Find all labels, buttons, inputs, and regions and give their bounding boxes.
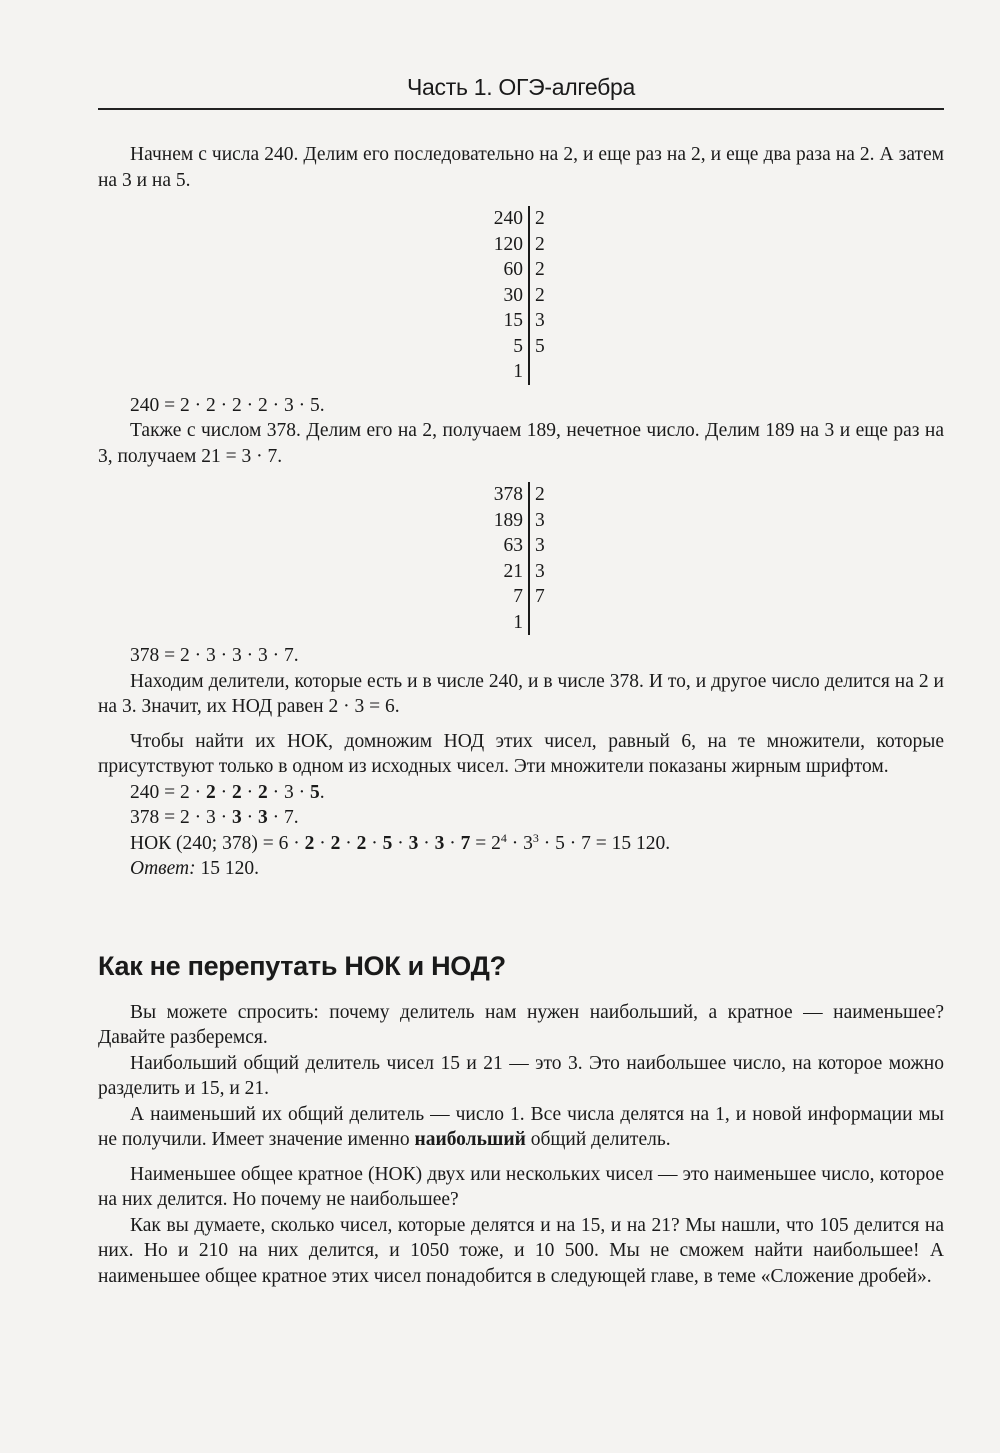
- fact-378-right: 3: [535, 560, 545, 582]
- eq-bold-factor: 3: [408, 832, 419, 854]
- fact-240-right: 2: [535, 208, 545, 229]
- paragraph-intro-240: Начнем с числа 240. Делим его последовательно на 2, и еще раз на 2, и еще два раза на 2. А затем на 3 и на 5.: [98, 144, 944, 191]
- paragraph-question: Вы можете спросить: почему делитель нам нужен наибольший, а кратное — наименьшее? Давайте разберемся.: [98, 1001, 944, 1048]
- factorization-378: [98, 482, 944, 635]
- eq-text: · 7.: [267, 807, 299, 828]
- eq-sep: ·: [314, 832, 331, 854]
- eq-bold-factor: 2: [258, 781, 268, 803]
- fact-240-left: 5: [487, 334, 529, 360]
- eq-bold-factor: 3: [434, 832, 445, 854]
- fact-240-right: 5: [535, 335, 545, 357]
- eq-text: 378 = 2 · 3 ·: [130, 807, 232, 828]
- eq-bold-factor: 2: [232, 781, 242, 803]
- paragraph-lcm-definition: Наименьшее общее кратное (НОК) двух или нескольких чисел — это наименьшее число, которое на них делится. Но почему не наибольшее?: [98, 1163, 944, 1210]
- paragraph-lcm-example: Как вы думаете, сколько чисел, которые делятся и на 15, и на 21? Мы нашли, что 105 делится на них. Но и 210 на них делится, и 1050 тоже, и 10 500. Мы не сможем найти наибольшее! А наименьшее общее кратное этих чисел понадобится в следующей главе, в теме «Сложение дробей».: [98, 1214, 944, 1287]
- eq-bold-factor: 2: [206, 781, 216, 803]
- fact-240-right: 2: [535, 233, 545, 255]
- eq-bold-factor: 5: [310, 781, 320, 803]
- equation-lcm: [98, 831, 944, 857]
- fact-378-left: 1: [487, 610, 529, 636]
- eq-text: НОК (240; 378) = 6 ·: [130, 832, 305, 854]
- fact-240-left: 15: [487, 308, 529, 334]
- fact-240-right: 2: [535, 259, 545, 280]
- eq-bold-factor: 5: [382, 832, 393, 854]
- eq-text: = 2: [470, 832, 501, 854]
- equation-240-bold: [98, 780, 944, 806]
- exponent: 3: [532, 830, 539, 845]
- eq-sep: ·: [392, 832, 409, 854]
- eq-bold-factor: 2: [356, 832, 367, 854]
- fact-378-left: 7: [487, 584, 529, 610]
- eq-text: 240 = 2 ·: [130, 781, 206, 803]
- equation-240: 240 = 2 · 2 · 2 · 2 · 3 · 5.: [130, 394, 325, 416]
- eq-sep: ·: [418, 832, 435, 854]
- eq-sep: ·: [366, 832, 383, 854]
- fact-240-left: 1: [487, 359, 529, 385]
- paragraph-smallest-divisor: [98, 1102, 944, 1153]
- fact-378-left: 189: [487, 508, 529, 534]
- fact-378-left: 378: [487, 482, 529, 508]
- eq-bold-factor: 2: [330, 832, 341, 854]
- header-divider: [98, 108, 944, 110]
- page-content: [98, 142, 944, 1289]
- fact-378-right: 3: [535, 535, 545, 556]
- fact-240-right: 3: [535, 310, 545, 331]
- text: общий делитель.: [525, 1129, 671, 1150]
- eq-text: .: [319, 781, 325, 803]
- fact-240-left: 30: [487, 283, 529, 309]
- equation-378: 378 = 2 · 3 · 3 · 3 · 7.: [130, 645, 299, 666]
- fact-378-right: 3: [535, 509, 545, 531]
- text: А наименьший их общий делитель — число 1. Все числа делятся на 1, и новой информации мы не получили. Имеет значение именно: [98, 1103, 944, 1150]
- paragraph-gcd: Находим делители, которые есть и в числе 240, и в числе 378. И то, и другое число делится на 2 и на 3. Значит, их НОД равен 2 · 3 = 6.: [98, 670, 944, 717]
- fact-240-left: 120: [487, 232, 529, 258]
- fact-378-right: 2: [535, 484, 545, 505]
- answer-label: Ответ:: [130, 858, 196, 879]
- fact-378-right: [529, 610, 555, 636]
- factorization-240: [98, 206, 944, 385]
- eq-text: · 3: [506, 832, 533, 854]
- eq-bold-factor: 7: [460, 832, 471, 854]
- eq-text: ·: [241, 781, 258, 803]
- answer-value: 15 120.: [195, 858, 259, 879]
- fact-240-right: [529, 359, 555, 385]
- eq-sep: ·: [444, 832, 461, 854]
- eq-bold-factor: 3: [232, 807, 242, 828]
- eq-text: · 3 ·: [267, 781, 310, 803]
- eq-text: · 5 · 7 = 15 120.: [538, 832, 671, 854]
- fact-378-right: 7: [535, 586, 545, 607]
- section-heading: Как не перепутать НОК и НОД?: [98, 950, 506, 981]
- eq-text: ·: [215, 781, 232, 803]
- paragraph-lcm-method: Чтобы найти их НОК, домножим НОД этих чисел, равный 6, на те множители, которые присутствуют только в одном из исходных чисел. Эти множители показаны жирным шрифтом.: [98, 730, 944, 777]
- bold-word: наибольший: [414, 1129, 526, 1150]
- paragraph-gcd-example: Наибольший общий делитель чисел 15 и 21 — это 3. Это наибольшее число, на которое можно разделить и 15, и 21.: [98, 1052, 944, 1099]
- eq-bold-factor: 2: [304, 832, 315, 854]
- eq-text: ·: [241, 807, 258, 828]
- fact-240-left: 60: [487, 257, 529, 283]
- exponent: 4: [500, 830, 507, 845]
- equation-378-bold: [98, 805, 944, 831]
- answer-line: [98, 856, 944, 882]
- paragraph-intro-378: Также с числом 378. Делим его на 2, получаем 189, нечетное число. Делим 189 на 3 и еще раз на 3, получаем 21 = 3 · 7.: [98, 420, 944, 467]
- fact-378-left: 63: [487, 533, 529, 559]
- page-header: Часть 1. ОГЭ-алгебра: [406, 74, 636, 100]
- fact-240-left: 240: [487, 206, 529, 232]
- eq-bold-factor: 3: [258, 807, 268, 828]
- fact-378-left: 21: [487, 559, 529, 585]
- eq-sep: ·: [340, 832, 357, 854]
- fact-240-right: 2: [535, 284, 545, 306]
